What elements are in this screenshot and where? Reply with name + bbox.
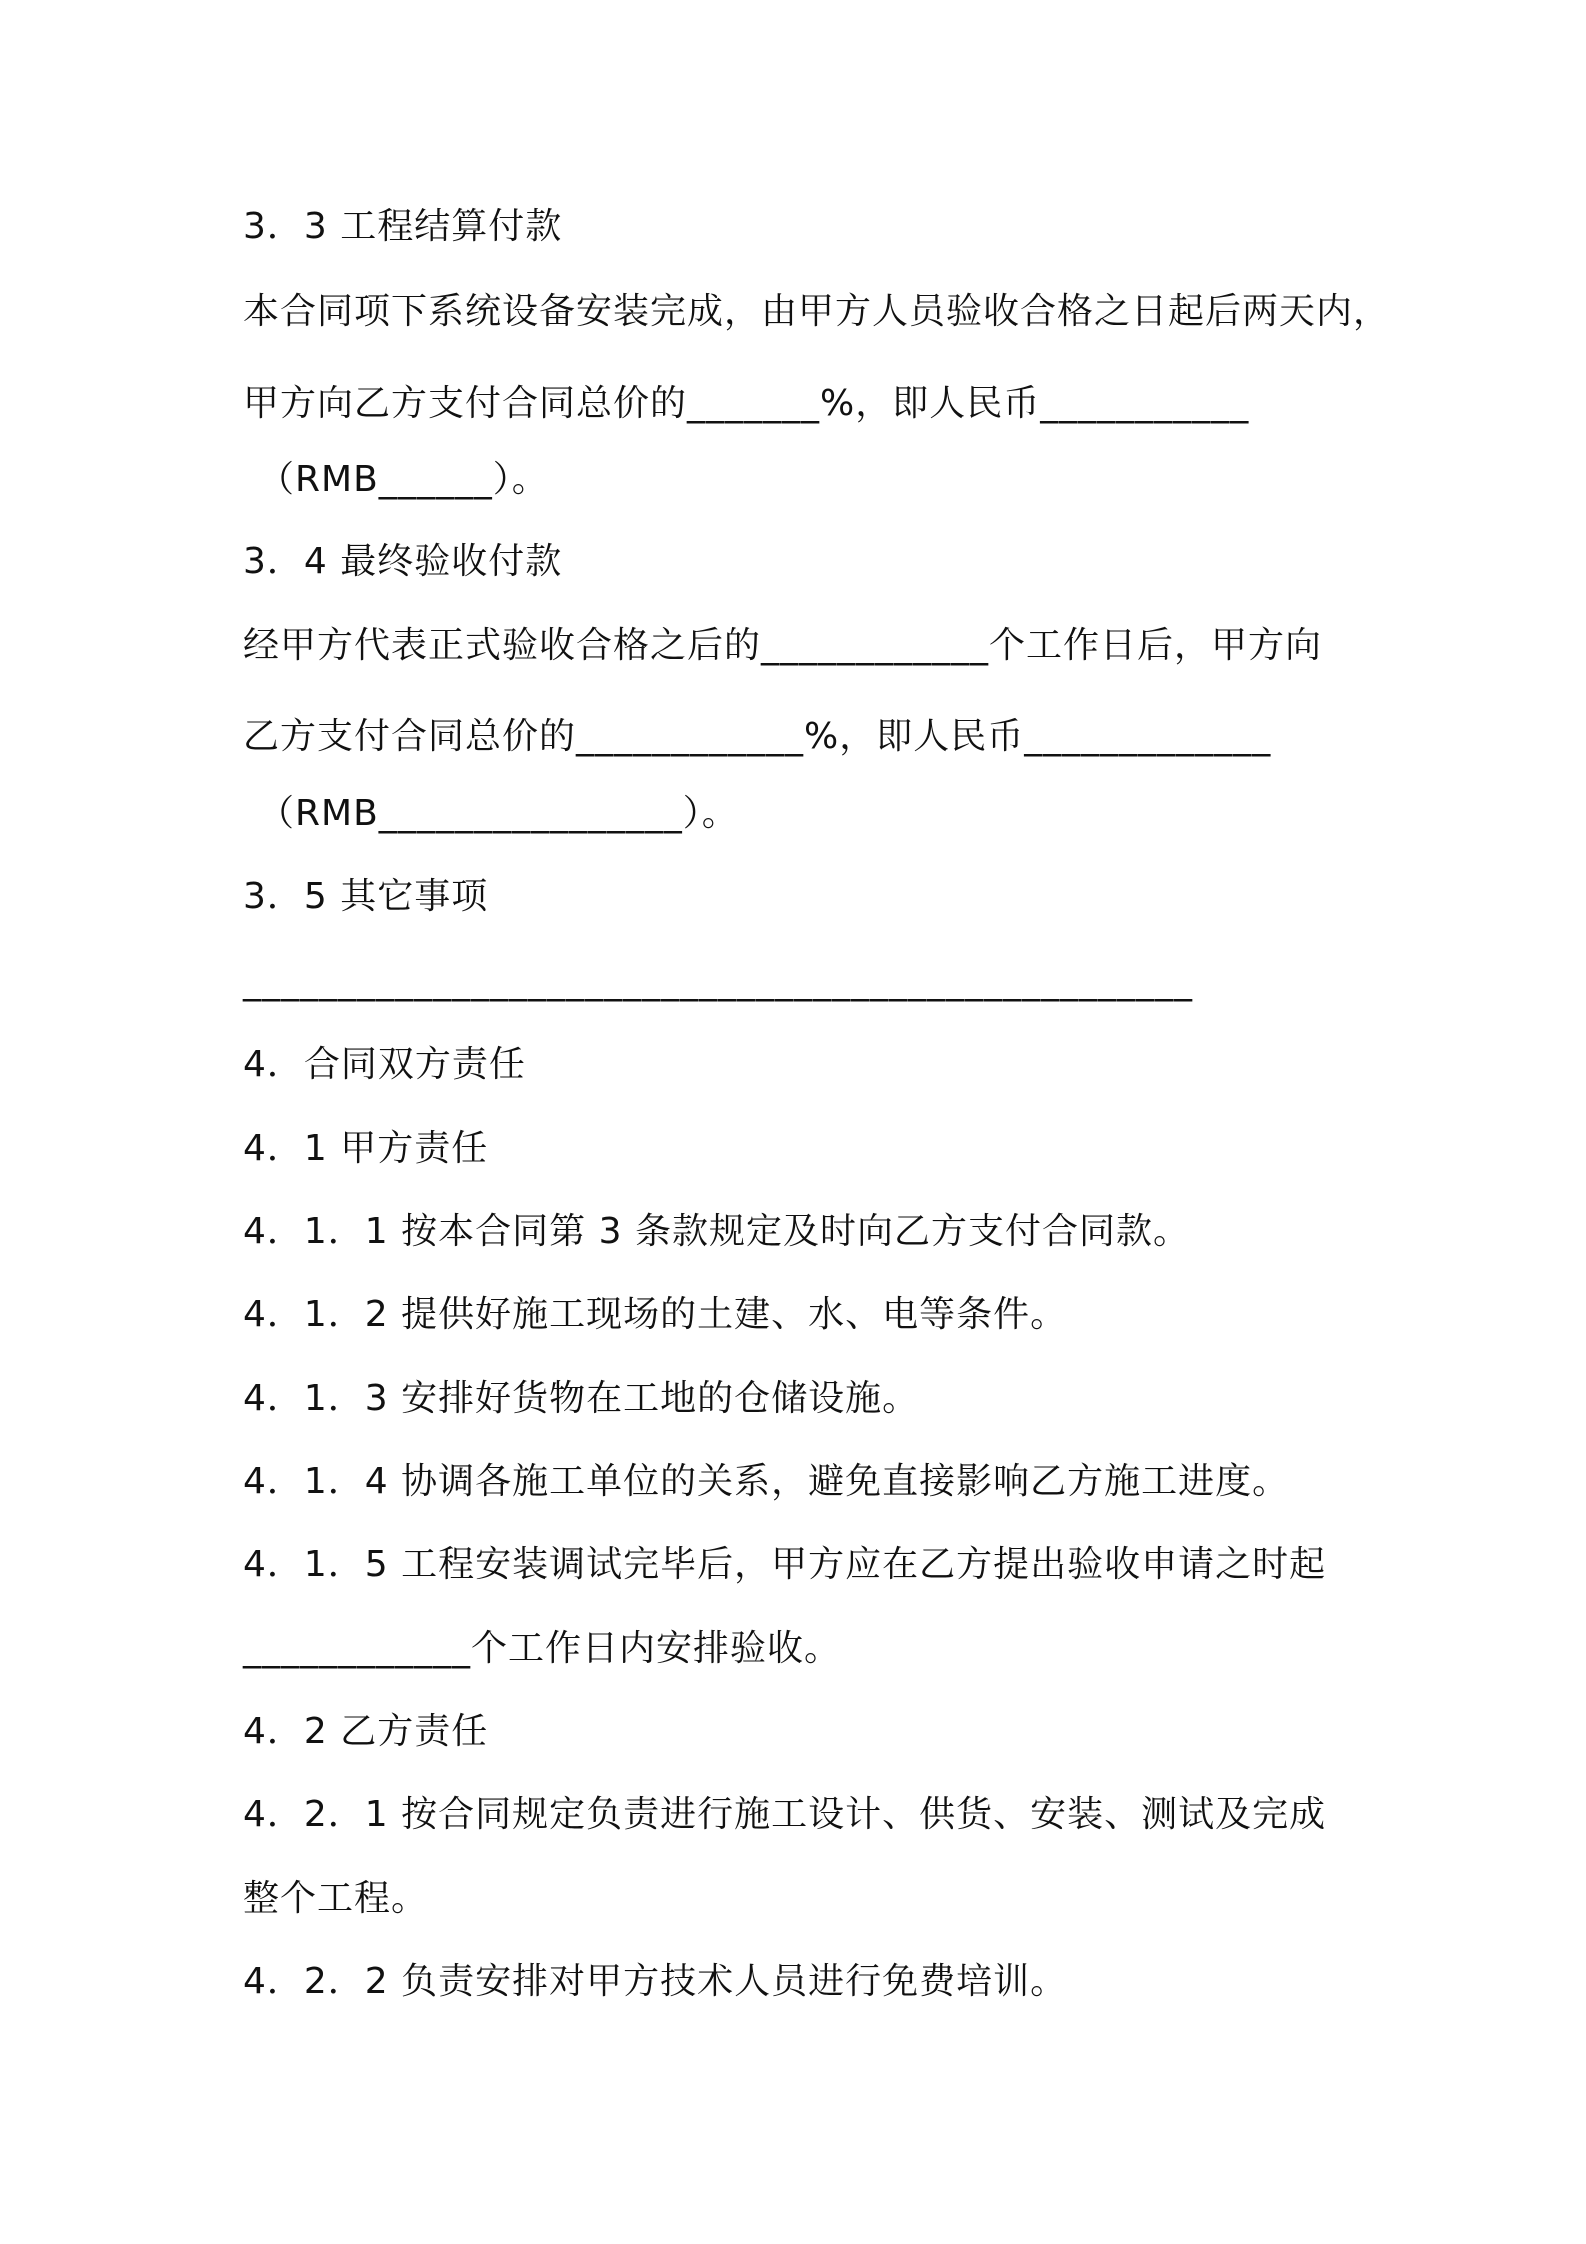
paragraph-line: 整个工程。 — [243, 1878, 429, 1919]
clause-4-1-2: 4．1．2 提供好施工现场的土建、水、电等条件。 — [243, 1294, 1068, 1335]
paragraph-line: 经甲方代表正式验收合格之后的____________个工作日后，甲方向 — [243, 625, 1323, 666]
clause-4-1-3: 4．1．3 安排好货物在工地的仓储设施。 — [243, 1378, 920, 1419]
heading-3-3: 3．3 工程结算付款 — [243, 206, 563, 247]
clause-4-2-2: 4．2．2 负责安排对甲方技术人员进行免费培训。 — [243, 1961, 1068, 2002]
blank-line: __________________________________________________ — [243, 961, 1193, 1002]
paragraph-line: （RMB________________）。 — [258, 793, 739, 834]
clause-4-2-1: 4．2．1 按合同规定负责进行施工设计、供货、安装、测试及完成 — [243, 1794, 1327, 1835]
paragraph-line: （RMB______）。 — [258, 459, 549, 500]
heading-4-1: 4．1 甲方责任 — [243, 1128, 489, 1169]
heading-3-4: 3．4 最终验收付款 — [243, 541, 563, 582]
heading-3-5: 3．5 其它事项 — [243, 876, 489, 917]
clause-4-1-1: 4．1．1 按本合同第 3 条款规定及时向乙方支付合同款。 — [243, 1211, 1190, 1252]
heading-4: 4．合同双方责任 — [243, 1044, 526, 1085]
paragraph-line: 本合同项下系统设备安装完成，由甲方人员验收合格之日起后两天内， — [243, 291, 1391, 332]
clause-4-1-4: 4．1．4 协调各施工单位的关系，避免直接影响乙方施工进度。 — [243, 1461, 1290, 1502]
clause-4-1-5: 4．1．5 工程安装调试完毕后，甲方应在乙方提出验收申请之时起 — [243, 1544, 1327, 1585]
paragraph-line: 乙方支付合同总价的____________%，即人民币_____________ — [243, 716, 1272, 757]
paragraph-line: ____________个工作日内安排验收。 — [243, 1628, 842, 1669]
paragraph-line: 甲方向乙方支付合同总价的_______%，即人民币___________ — [243, 383, 1250, 424]
heading-4-2: 4．2 乙方责任 — [243, 1711, 489, 1752]
